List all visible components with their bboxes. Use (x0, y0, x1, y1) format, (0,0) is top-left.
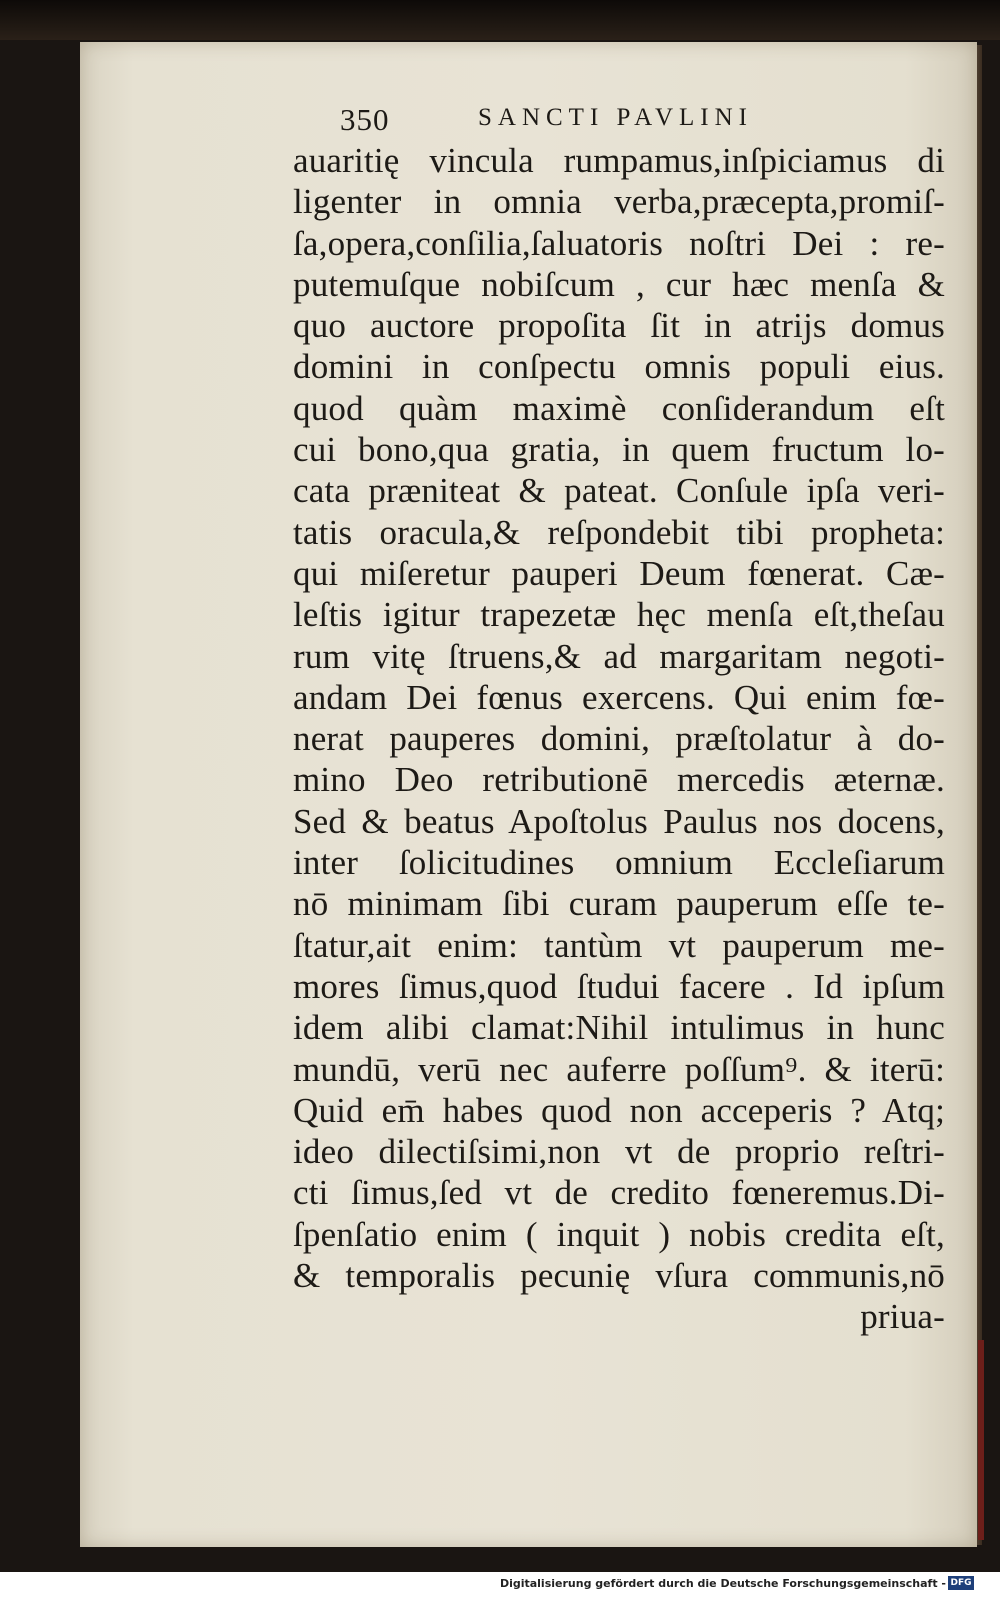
catchword: priua- (860, 1297, 945, 1337)
text-line: auaritię vincula rumpamus,inſpiciamus di (293, 141, 945, 180)
body-text (293, 140, 945, 1338)
running-header (340, 102, 900, 138)
dfg-logo: DFG (948, 1576, 974, 1590)
text-line: quo auctore propoſita ſit in atrijs domus (293, 306, 945, 346)
text-line: ideo dilectiſsimi,non vt de proprio reſtri- (293, 1132, 945, 1172)
text-line: putemuſque nobiſcum , cur hæc menſa & (293, 264, 945, 304)
footer-bar (0, 1572, 1000, 1598)
text-line: rum vitę ſtruens,& ad margaritam negoti- (293, 636, 945, 676)
text-line: & temporalis pecunię vſura communis,nō (293, 1256, 945, 1296)
text-line: tatis oracula,& reſpondebit tibi propheta: (293, 512, 945, 552)
text-line: mundū, verū nec auferre poſſum⁹. & iterū: (293, 1049, 945, 1089)
text-line: idem alibi clamat:Nihil intulimus in hunc (293, 1008, 945, 1048)
text-line: ſa,opera,conſilia,ſaluatoris noſtri Dei : re- (293, 223, 945, 263)
text-line: domini in conſpectu omnis populi eius. (293, 347, 945, 387)
text-line: ſtatur,ait enim: tantùm vt pauperum me- (293, 925, 945, 965)
running-title: SANCTI PAVLINI (478, 104, 754, 131)
text-line: mino Deo retributionē mercedis æternæ. (293, 760, 945, 800)
scan-top-edge (0, 0, 1000, 40)
text-line: nō minimam ſibi curam pauperum eſſe te- (293, 884, 945, 924)
text-line: ligenter in omnia verba,præcepta,promiſ- (293, 182, 945, 222)
text-line: leſtis igitur trapezetæ hęc menſa eſt,theſau (293, 595, 945, 635)
text-line: quod quàm maximè conſiderandum eſt (293, 388, 945, 428)
text-line: ſpenſatio enim ( inquit ) nobis credita eſt, (293, 1214, 945, 1254)
book-red-edge (978, 1340, 984, 1540)
text-line: Sed & beatus Apoſtolus Paulus nos docens, (293, 801, 945, 841)
text-line: cui bono,qua gratia, in quem fructum lo- (293, 430, 945, 470)
text-line: cata præniteat & pateat. Conſule ipſa veri- (293, 471, 945, 511)
text-line: mores ſimus,quod ſtudui facere . Id ipſum (293, 966, 945, 1006)
text-line: Quid em̄ habes quod non acceperis ? Atq; (293, 1090, 945, 1130)
text-line: andam Dei fœnus exercens. Qui enim fœ- (293, 677, 945, 717)
text-line: inter ſolicitudines omnium Eccleſiarum (293, 843, 945, 883)
page-number: 350 (340, 102, 390, 137)
text-line: cti ſimus,ſed vt de credito fœneremus.Di- (293, 1173, 945, 1213)
text-line: nerat pauperes domini, præſtolatur à do- (293, 719, 945, 759)
footer-credit: Digitalisierung gefördert durch die Deutsche Forschungsgemeinschaft - (499, 1577, 946, 1590)
text-line: qui miſeretur pauperi Deum fœnerat. Cæ- (293, 553, 945, 593)
